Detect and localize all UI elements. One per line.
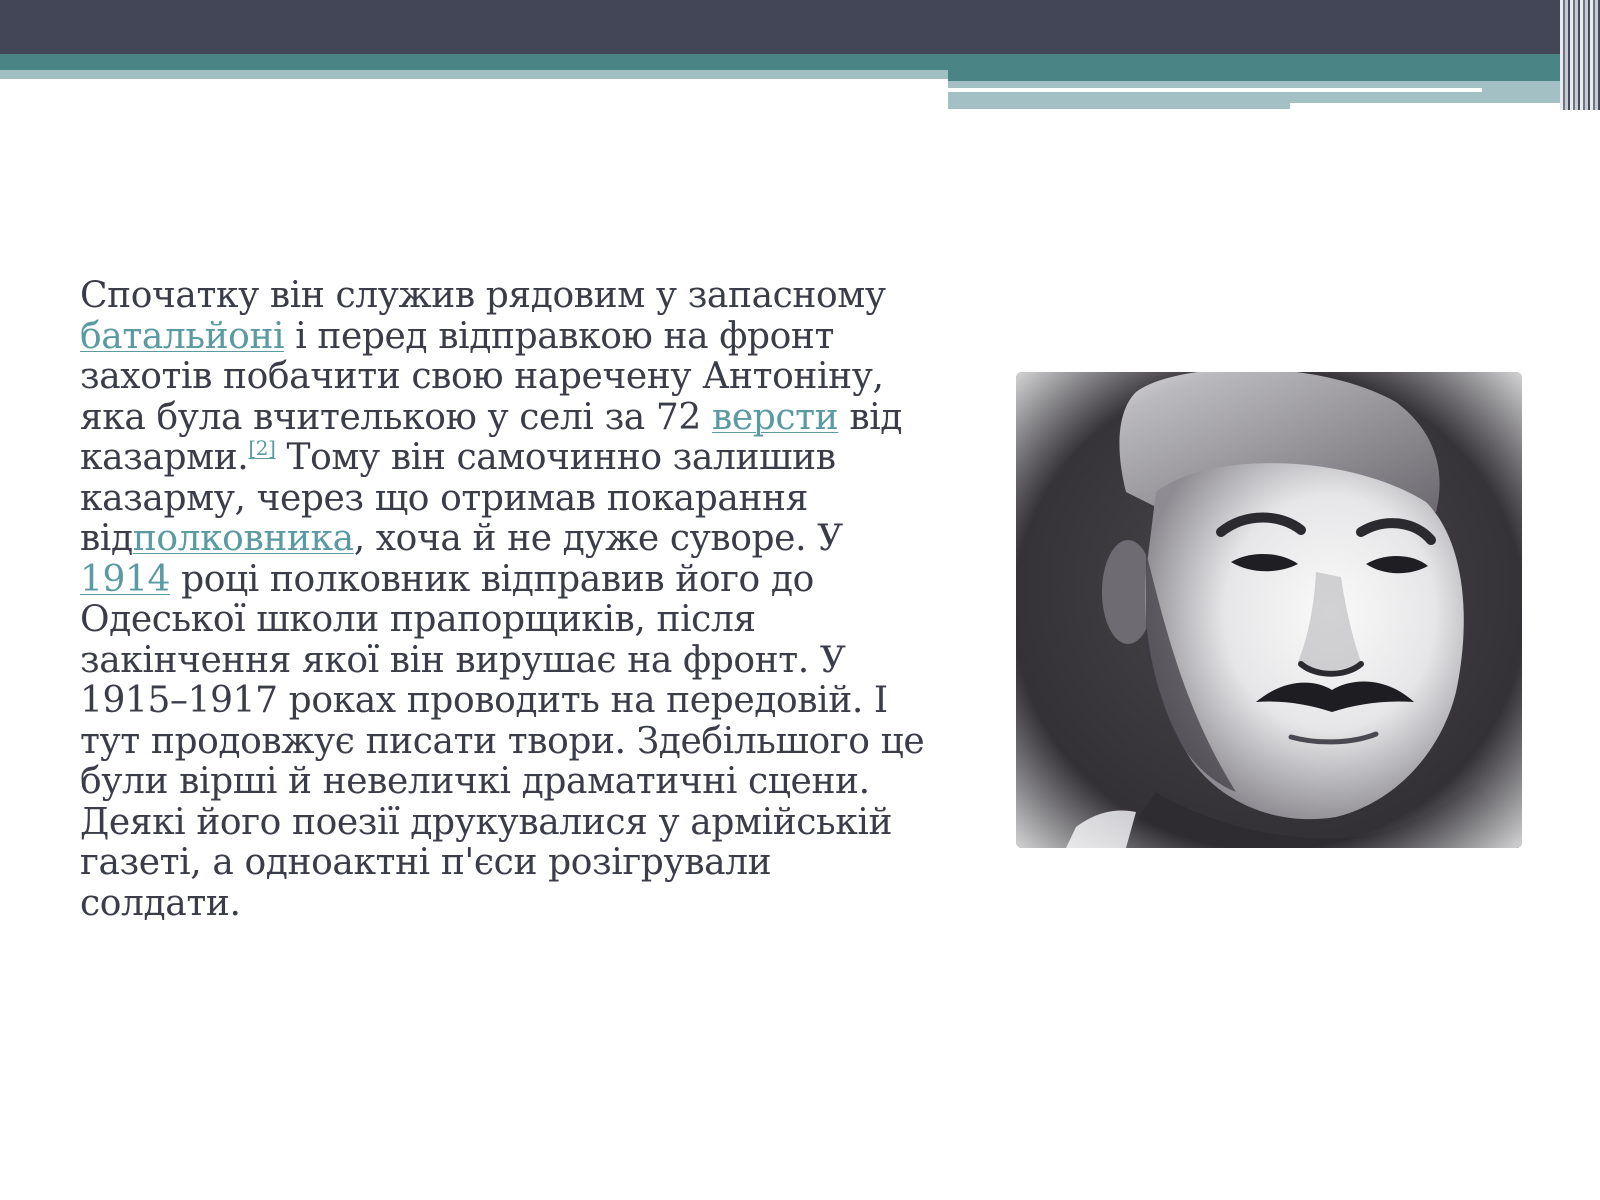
top-banner-divider — [948, 88, 1482, 92]
portrait-photo — [1016, 372, 1522, 848]
footnote-link[interactable]: [2] — [248, 436, 276, 460]
paragraph-text-3: від казарми. — [80, 396, 903, 478]
paragraph-text-4: Тому він самочинно залишив казарму, через що отримав покарання від — [80, 437, 836, 559]
top-banner-divider-2 — [1290, 103, 1560, 109]
top-banner-dark — [0, 0, 1600, 54]
top-banner-teal-right — [948, 70, 1560, 81]
corner-stripes-decoration — [1560, 0, 1600, 110]
body-paragraph — [80, 276, 940, 924]
link-versts[interactable]: версти — [711, 396, 839, 438]
top-banner-light-left — [0, 70, 948, 79]
link-year-1914[interactable]: 1914 — [80, 558, 171, 600]
paragraph-text-5: , хоча й не дуже суворе. У — [353, 518, 843, 559]
link-colonel[interactable]: полковника — [132, 518, 354, 559]
link-battalion[interactable]: батальйоні — [80, 315, 285, 357]
top-banner-teal — [0, 54, 1560, 70]
paragraph-text-6: році полковник відправив його до Одеської школи прапорщиків, після закінчення якої він вирушає на фронт. У 1915–1917 роках проводить на передовій. І тут продовжує писати твори. Здебільшого це були вірші й невеличкі драматичні сцени. Деякі його поезії друкувалися у армійській газеті, а одноактні п'єси розігрували солдати. — [80, 558, 925, 924]
paragraph-text-1: Спочатку він служив рядовим у запасному — [80, 275, 886, 316]
paragraph-text-2: і перед відправкою на фронт захотів побачити свою наречену Антоніну, яка була вчителькою у селі за 72 — [80, 315, 884, 438]
portrait-image — [1016, 372, 1522, 848]
